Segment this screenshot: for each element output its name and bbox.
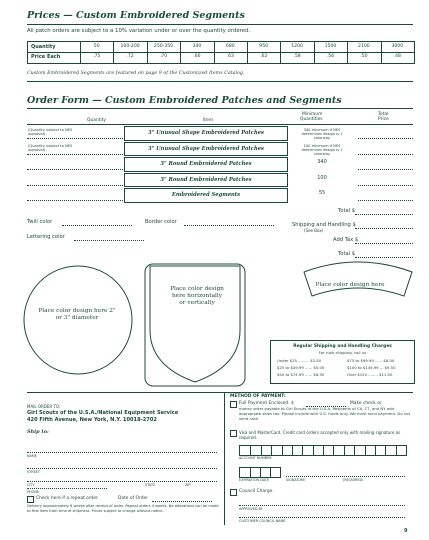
- required-label: (REQUIRED): [343, 478, 364, 482]
- grand-total-label: Total $: [338, 251, 356, 257]
- zip-label: ZIP: [185, 483, 191, 487]
- prices-footnote: Custom Embroidered Segments are featured on page 9 of the Customized Items Catalog.: [27, 71, 245, 76]
- lettering-color-field[interactable]: [74, 240, 144, 241]
- card-number-boxes[interactable]: [239, 445, 407, 456]
- row-total-field[interactable]: [358, 138, 413, 139]
- price-cell: .75: [93, 54, 101, 59]
- order-item-name: 3" Round Embroidered Patches: [160, 176, 252, 183]
- quantity-cell: 3000: [391, 44, 404, 49]
- col-quantity: Quantity: [87, 118, 106, 123]
- tax-line[interactable]: [355, 243, 413, 244]
- shipping-rate: $25 to $49.99 ...... $5.00: [277, 365, 325, 370]
- border-color-label: Border color: [145, 219, 177, 225]
- expiration-label: EXPIRATION DATE: [239, 478, 269, 482]
- total-label: Total $: [338, 208, 356, 214]
- twill-color-label: Twill color: [27, 219, 53, 225]
- shipping-rate: $75 to $99.99 ...... $8.00: [347, 358, 395, 363]
- delivery-note: Delivery approximately 6 weeks after receipt of order. Repeat orders 4 weeks. No alterations can be made to first item from time of shipment. Prices subject to change without notice.: [27, 504, 219, 513]
- repeat-order-checkbox[interactable]: [27, 496, 34, 503]
- city-state-zip-field[interactable]: [27, 481, 217, 482]
- quantity-field[interactable]: [27, 138, 123, 139]
- signature-label: SIGNATURE: [286, 478, 306, 482]
- col-minimum-sub: Quantities: [300, 117, 323, 122]
- arc-template: [304, 262, 412, 296]
- customer-council-label: CUSTOMER COUNCIL NAME: [239, 519, 286, 523]
- quantity-cell: 950: [259, 44, 269, 49]
- order-item-name: 3" Unusual Shape Embroidered Patches: [148, 145, 264, 152]
- council-charge-label: Council Charge.: [239, 489, 274, 494]
- full-payment-label: Full Payment Enclosed. $: [239, 401, 294, 406]
- quantity-cell: 1500: [324, 44, 337, 49]
- square-template: [145, 264, 245, 386]
- order-item-name: 3" Unusual Shape Embroidered Patches: [148, 130, 264, 136]
- shipping-rate: Over $150 ........ $11.00: [347, 372, 393, 377]
- tax-label: Add Tax $: [333, 237, 359, 243]
- section-rule: [27, 81, 413, 82]
- approved-by-label: APPROVED BY: [239, 507, 263, 511]
- quantity-field[interactable]: [27, 169, 123, 170]
- price-table: [27, 41, 415, 64]
- row-note: (Quantity subject to NES approval): [28, 128, 73, 137]
- shipping-charges-box: [270, 340, 415, 384]
- mail-rule: [27, 392, 413, 393]
- mail-address-line1: Girl Scouts of the U.S.A./National Equipment Service: [27, 410, 179, 416]
- row-total-field[interactable]: [358, 154, 413, 155]
- quantity-field[interactable]: [27, 185, 123, 186]
- quantity-field[interactable]: [27, 200, 123, 201]
- shipping-label: Shipping and Handling $: [292, 222, 356, 228]
- price-cell: .56: [326, 54, 335, 59]
- col-total: Total: [378, 112, 389, 117]
- quantity-cell: 250-350: [153, 44, 174, 49]
- prices-title: Prices — Custom Embroidered Segments: [27, 10, 245, 21]
- minimum-quantity: 55: [318, 190, 326, 196]
- price-cell: .70: [159, 54, 168, 59]
- prices-note: All patch orders are subject to a 10% variation under or over the quantity ordered.: [27, 28, 251, 34]
- price-cell: .48: [393, 54, 401, 59]
- mail-divider: [224, 392, 225, 525]
- border-color-field[interactable]: [184, 225, 274, 226]
- price-cell: .50: [360, 54, 368, 59]
- city-label: CITY: [27, 483, 35, 487]
- order-item-row: [124, 126, 288, 141]
- street-field[interactable]: [27, 468, 217, 469]
- card-checkbox[interactable]: [230, 430, 237, 437]
- minimum-quantity: 100 minimum if NES determines design is 1 colorway: [301, 143, 343, 156]
- row-note: (Quantity subject to NES approval): [28, 143, 73, 152]
- phone-label: PHONE: [27, 490, 39, 494]
- minimum-quantity: 340: [317, 159, 327, 165]
- price-cell: .72: [126, 54, 134, 59]
- twill-color-field[interactable]: [62, 225, 132, 226]
- order-title-rule: [27, 108, 413, 109]
- card-label: Visa and MasterCard. Credit card orders accepted only with mailing signature as required.: [239, 430, 401, 440]
- price-cell: .66: [193, 54, 201, 59]
- price-cell: .62: [260, 54, 268, 59]
- row-total-field[interactable]: [358, 169, 413, 170]
- lettering-color-label: Lettering color: [27, 234, 65, 240]
- quantity-cell: 100-200: [120, 44, 140, 49]
- shipping-rate: Under $25 ......... $3.50: [277, 358, 322, 363]
- quantity-cell: 2100: [358, 44, 370, 49]
- state-label: STATE: [145, 483, 156, 487]
- phone-field[interactable]: [27, 488, 107, 489]
- order-item-row: [124, 188, 288, 203]
- arc-design-text: Place color design here: [315, 282, 385, 288]
- order-item-row: [124, 142, 288, 157]
- mail-order-heading: MAIL ORDER TO:: [27, 404, 61, 409]
- price-cell: .58: [293, 54, 301, 59]
- name-field[interactable]: [27, 452, 217, 453]
- order-form-title: Order Form — Custom Embroidered Patches and Segments: [27, 95, 342, 106]
- signature-field[interactable]: [286, 476, 405, 477]
- order-item-row: [124, 173, 288, 188]
- minimum-quantity: 340 minimum if NES determines design is 1 colorway: [301, 128, 343, 141]
- card-number-label: ACCOUNT NUMBER: [239, 456, 272, 460]
- header-rule: [27, 124, 413, 125]
- page-number: 9: [404, 528, 408, 534]
- quantity-row-label: Quantity: [31, 44, 56, 50]
- quantity-field[interactable]: [27, 154, 123, 155]
- shipping-box-title: Regular Shipping and Handling Charges: [293, 344, 392, 349]
- street-label: STREET: [27, 470, 40, 474]
- order-item-row: [124, 157, 288, 172]
- shipping-line[interactable]: [355, 228, 413, 229]
- customer-council-field[interactable]: [239, 517, 405, 518]
- mail-address-line2: 420 Fifth Avenue, New York, N.Y. 10018-2702: [27, 417, 157, 423]
- col-item: Item: [203, 118, 213, 123]
- order-item-name: 3" Round Embroidered Patches: [160, 161, 252, 167]
- council-charge-checkbox[interactable]: [230, 489, 237, 496]
- row-total-field[interactable]: [358, 185, 413, 186]
- circle-design-text: Place color design here 2" or 3" diameter: [38, 308, 116, 321]
- full-payment-suffix: Make check or: [350, 401, 382, 406]
- name-label: NAME: [27, 454, 37, 458]
- quantity-cell: 340: [192, 44, 202, 49]
- quantity-cell: 1200: [291, 44, 303, 49]
- shipping-rate: $100 to $149.99 ... $9.50: [347, 365, 396, 370]
- total-line[interactable]: [355, 214, 413, 215]
- payment-heading: METHOD OF PAYMENT:: [230, 394, 286, 399]
- approved-by-field[interactable]: [239, 505, 405, 506]
- quantity-cell: 50: [93, 44, 100, 49]
- shipping-box-subtitle: For rush shipping, call us: [318, 350, 367, 355]
- date-of-order-label: Date of Order: [118, 496, 148, 501]
- col-minimum: Minimum: [302, 112, 323, 117]
- full-payment-note: money order payable to Girl Scouts of the U.S.A. Residents of CA, CT, and NY add appropriate sales tax. Please include with U.S. funds only. We must send payment. Do not send cash.: [239, 406, 411, 421]
- shield-design-text: Place color design here horizontally or vertically: [170, 286, 224, 306]
- shipping-rate: $50 to $74.99 ...... $6.50: [277, 372, 325, 377]
- repeat-order-label: Check here if a repeat order.: [36, 496, 99, 501]
- price-row-label: Price Each: [31, 54, 61, 60]
- expiration-boxes[interactable]: [239, 467, 281, 478]
- price-cell: .63: [226, 54, 234, 59]
- row-total-field[interactable]: [358, 200, 413, 201]
- title-rule: [27, 24, 413, 25]
- order-item-name: Embroidered Segments: [171, 192, 241, 198]
- full-payment-checkbox[interactable]: [230, 401, 237, 408]
- shield-template: [150, 266, 240, 382]
- date-of-order-field[interactable]: [152, 501, 212, 502]
- minimum-quantity: 100: [317, 174, 327, 181]
- quantity-cell: 680: [225, 44, 235, 49]
- col-total-sub: Price: [378, 117, 389, 122]
- ship-to-label: Ship to:: [27, 429, 49, 435]
- see-box-label: (See Box): [304, 228, 324, 233]
